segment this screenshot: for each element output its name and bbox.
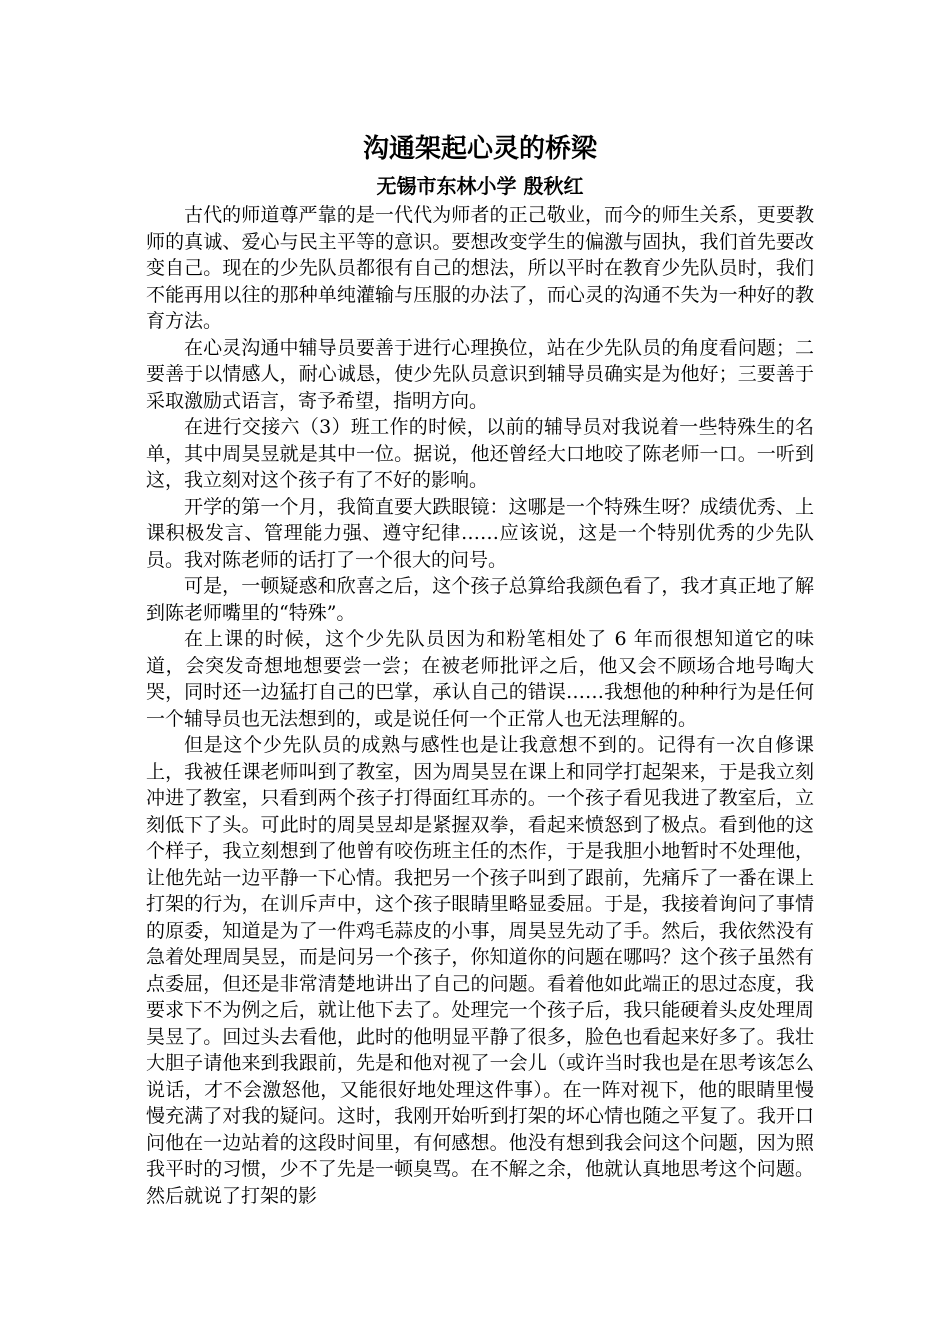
document-title: 沟通架起心灵的桥梁 (362, 134, 597, 164)
document-page (146, 130, 814, 1209)
paragraph: 但是这个少先队员的成熟与感性也是让我意想不到的。记得有一次自修课上，我被任课老师叫到了教室，因为周昊昱在课上和同学打起架来，于是我立刻冲进了教室，只看到两个孩子打得面红耳赤的。一个孩子看见我进了教室后，立刻低下了头。可此时的周昊昱却是紧握双拳，看起来愤怒到了极点。看到他的这个样子，我立刻想到了他曾有咬伤班主任的杰作，于是我胆小地暂时不处理他，让他先站一边平静一下心情。我把另一个孩子叫到了跟前，先痛斥了一番在课上打架的行为，在训斥声中，这个孩子眼睛里略显委屈。于是，我接着询问了事情的原委，知道是为了一件鸡毛蒜皮的小事，周昊昱先动了手。然后，我依然没有急着处理周昊昱，而是问另一个孩子，你知道你的问题在哪吗？这个孩子虽然有点委屈，但还是非常清楚地讲出了自己的问题。看着他如此端正的思过态度，我要求下不为例之后，就让他下去了。处理完一个孩子后，我只能硬着头皮处理周昊昱了。回过头去看他，此时的他明显平静了很多，脸色也看起来好多了。我壮大胆子请他来到我跟前，先是和他对视了一会儿（或许当时我也是在思考该怎么说话，才不会激怒他，又能很好地处理这件事）。在一阵对视下，他的眼睛里慢慢充满了对我的疑问。这时，我刚开始听到打架的坏心情也随之平复了。我开口问他在一边站着的这段时间里，有何感想。他没有想到我会问这个问题，因为照我平时的习惯，少不了先是一顿臭骂。在不解之余，他就认真地思考这个问题。然后就说了打架的影 (146, 734, 814, 1207)
paragraph: 古代的师道尊严靠的是一代代为师者的正己敬业，而今的师生关系，更要教师的真诚、爱心与民主平等的意识。要想改变学生的偏激与固执，我们首先要改变自己。现在的少先队员都很有自己的想法，所以平时在教育少先队员时，我们不能再用以往的那种单纯灌输与压服的办法了，而心灵的沟通不失为一种好的教育方法。 (146, 204, 814, 332)
paragraph: 开学的第一个月，我简直要大跌眼镜：这哪是一个特殊生呀？成绩优秀、上课积极发言、管理能力强、遵守纪律……应该说，这是一个特别优秀的少先队员。我对陈老师的话打了一个很大的问号。 (146, 495, 814, 571)
paragraph: 可是，一顿疑惑和欣喜之后，这个孩子总算给我颜色看了，我才真正地了解到陈老师嘴里的“特殊”。 (146, 575, 814, 624)
paragraph: 在心灵沟通中辅导员要善于进行心理换位，站在少先队员的角度看问题；二要善于以情感人，耐心诚恳，使少先队员意识到辅导员确实是为他好；三要善于采取激励式语言，寄予希望，指明方向。 (146, 336, 814, 412)
document-body (146, 202, 814, 1209)
paragraph: 在进行交接六（3）班工作的时候，以前的辅导员对我说着一些特殊生的名单，其中周昊昱就是其中一位。据说，他还曾经大口地咬了陈老师一口。一听到这，我立刻对这个孩子有了不好的影响。 (146, 416, 814, 491)
document-author-line: 无锡市东林小学 殷秋红 (376, 174, 584, 198)
paragraph: 在上课的时候，这个少先队员因为和粉笔相处了 6 年而很想知道它的味道，会突发奇想地想要尝一尝；在被老师批评之后，他又会不顾场合地号啕大哭，同时还一边猛打自己的巴掌，承认自己的错误……我想他的种种行为是任何一个辅导员也无法想到的，或是说任何一个正常人也无法理解的。 (146, 628, 814, 730)
